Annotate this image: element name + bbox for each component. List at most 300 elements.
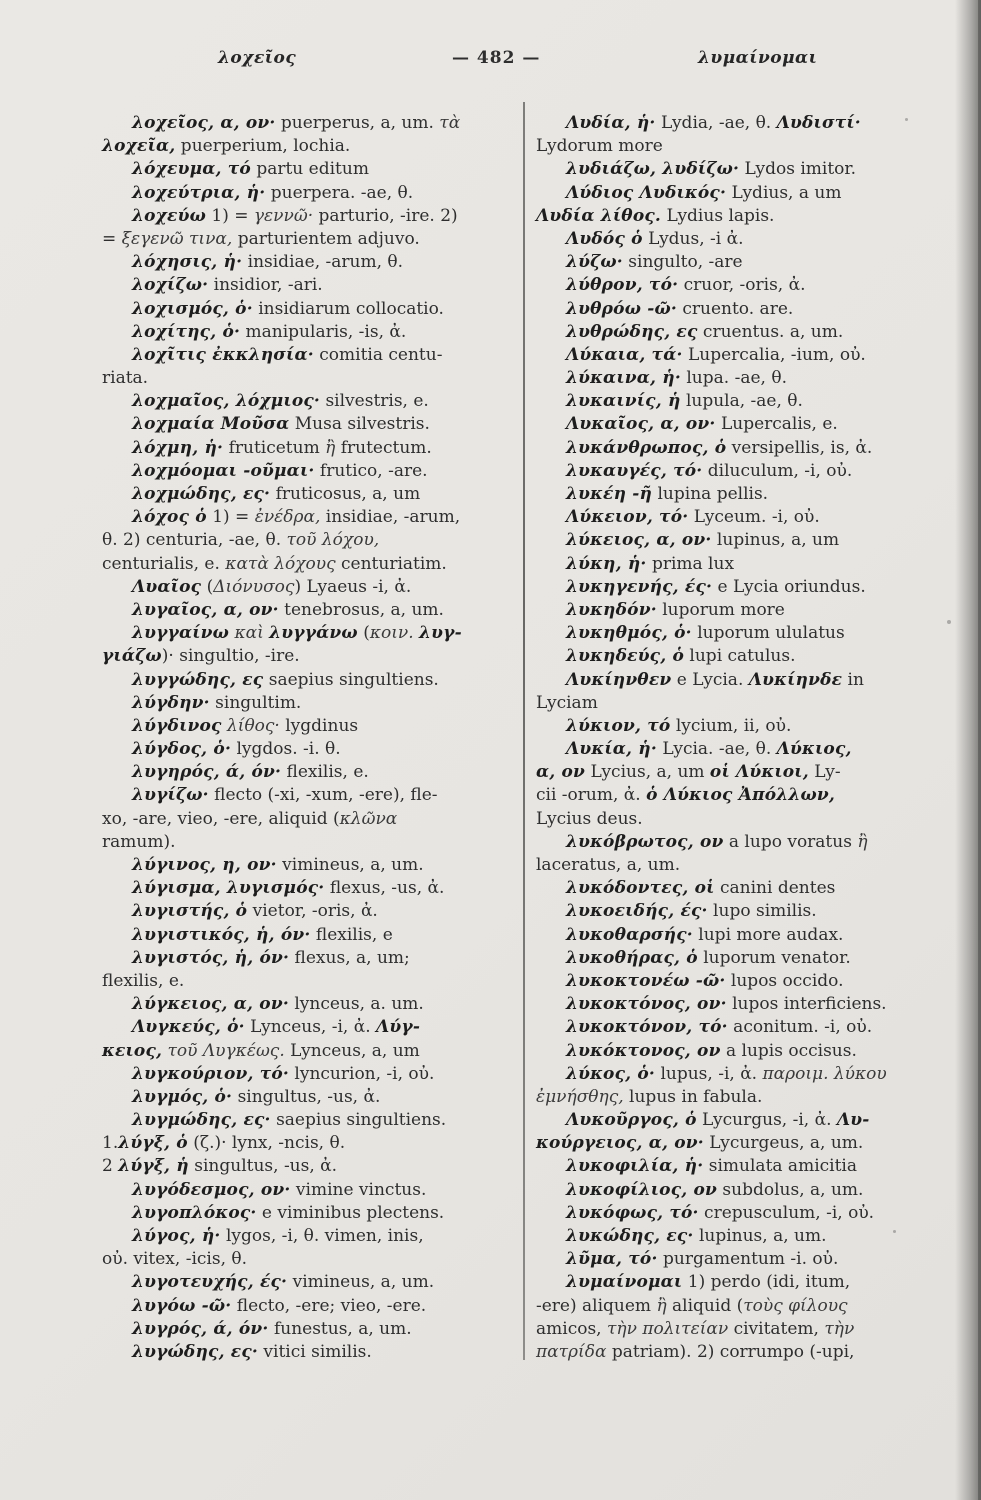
- latin-text: lupi catulus.: [684, 646, 796, 667]
- latin-text: cruor, -oris, ἀ.: [678, 275, 806, 296]
- greek-headword: λυθρόω -ῶ·: [566, 298, 677, 319]
- latin-text: saepius singultiens.: [270, 1110, 447, 1131]
- entry-line: [102, 599, 520, 622]
- greek-headword: λυγρός, ά, όν·: [132, 1318, 269, 1339]
- greek-headword: λυκοθήρας, ὁ: [566, 947, 698, 968]
- greek-headword: λυγόω -ῶ·: [132, 1295, 232, 1316]
- latin-text: patriam). 2) corrumpo (-upi,: [606, 1341, 855, 1362]
- entry-line: [536, 1109, 964, 1132]
- greek-headword: Λυ-: [836, 1110, 870, 1131]
- greek-headword: λυκώδης, ες·: [566, 1226, 694, 1246]
- entry-line: [536, 321, 964, 344]
- latin-text: Lupercalia, -ium, οὐ.: [682, 344, 866, 365]
- entry-line: [536, 1086, 964, 1109]
- greek-headword: λυγηρός, ά, όν·: [132, 762, 282, 783]
- greek-headword: λοχίτης, ὁ·: [132, 321, 241, 342]
- greek-headword: λυκηδόν·: [566, 599, 657, 620]
- latin-text: tenebrosus, a, um.: [278, 599, 444, 620]
- latin-text: comitia centu-: [313, 344, 443, 365]
- greek-inline: παροιμ. λύκου: [762, 1063, 887, 1084]
- greek-inline: ἢ: [325, 437, 336, 458]
- entry-line: [536, 437, 964, 460]
- greek-headword: Λυγκεύς, ὁ·: [132, 1017, 245, 1038]
- greek-headword: λοχεῖος, α, ον·: [132, 113, 276, 133]
- entry-line: [102, 1341, 520, 1364]
- greek-headword: λύκη, ἡ·: [566, 553, 647, 574]
- latin-text: simulata amicitia: [703, 1156, 857, 1177]
- latin-text: insidiae, -arum,: [320, 507, 461, 528]
- entry-line: [102, 367, 520, 390]
- greek-headword: λυκοκτόνον, τό·: [566, 1017, 728, 1038]
- entry-line: [102, 622, 520, 645]
- greek-headword: λυγ-: [419, 623, 462, 644]
- greek-headword: λύγδινος: [132, 715, 222, 736]
- entry-line: [536, 1341, 964, 1364]
- greek-headword: λυγγώδης, ες: [132, 669, 264, 690]
- latin-text: fruticosus, a, um: [270, 484, 421, 504]
- latin-text: diluculum, -i, οὐ.: [702, 460, 853, 481]
- greek-headword: λύθρον, τό·: [566, 275, 679, 296]
- latin-text: lynceus, a. um.: [288, 994, 424, 1015]
- latin-text: Musa silvestris.: [289, 414, 430, 435]
- entry-line: [536, 947, 964, 970]
- latin-text: luporum venator.: [697, 947, 851, 968]
- entry-line: [536, 854, 964, 877]
- greek-headword: λυγίζω·: [132, 785, 209, 806]
- greek-inline: Διόνυσος: [213, 576, 295, 597]
- greek-headword: κούργειος, α, ον·: [536, 1133, 704, 1154]
- greek-inline: καὶ: [229, 623, 270, 644]
- greek-headword: λυγοτευχής, ές·: [132, 1272, 288, 1293]
- greek-headword: λυκοειδής, ές·: [566, 901, 708, 922]
- greek-headword: λυκοκτόνος, ον·: [566, 994, 727, 1015]
- header-left-catchword: λοχεῖος: [218, 48, 297, 68]
- greek-headword: λῦμα, τό·: [566, 1249, 658, 1270]
- entry-line: [102, 1132, 520, 1155]
- greek-headword: λοχμόομαι -οῦμαι·: [132, 460, 315, 481]
- latin-text: lupi more audax.: [692, 924, 844, 945]
- entry-line: [102, 112, 520, 135]
- greek-headword: λυγιστικός, ἡ, όν·: [132, 924, 311, 945]
- entry-line: [102, 1295, 520, 1318]
- latin-text: Ly-: [808, 762, 841, 783]
- latin-text: Lyceum. -i, οὐ.: [688, 507, 820, 528]
- entry-line: [536, 182, 964, 205]
- entry-line: [536, 1179, 964, 1202]
- entry-line: [102, 460, 520, 483]
- latin-text: lygdos. -i. θ.: [231, 739, 341, 760]
- greek-headword: λυδιάζω, λυδίζω·: [566, 159, 740, 180]
- greek-headword: λυγμός, ὁ·: [132, 1086, 233, 1107]
- latin-text: Lycurgus, -i, ἀ.: [696, 1110, 837, 1131]
- latin-text: aconitum. -i, οὐ.: [727, 1017, 873, 1038]
- latin-text: aliquid (: [666, 1295, 744, 1316]
- entry-line: [536, 1271, 964, 1294]
- latin-text: Lynceus, a, um: [284, 1040, 420, 1061]
- greek-headword: λυκηδεύς, ὁ: [566, 646, 685, 667]
- latin-text: singultus, -us, ἀ.: [232, 1086, 381, 1107]
- entry-line: [102, 413, 520, 436]
- entry-line: [536, 274, 964, 297]
- dictionary-column-left: [102, 112, 520, 1364]
- entry-line: [102, 1202, 520, 1225]
- greek-headword: Λυκοῦργος, ὁ: [566, 1110, 697, 1131]
- greek-headword: λύγος, ἡ·: [132, 1226, 221, 1246]
- entry-line: [536, 460, 964, 483]
- latin-text: Lydius lapis.: [661, 205, 775, 226]
- entry-line: [536, 808, 964, 831]
- latin-text: vimine vinctus.: [290, 1179, 427, 1200]
- latin-text: -ere) aliquem: [536, 1295, 657, 1316]
- running-header: [0, 48, 981, 74]
- greek-headword: λυκηθμός, ὁ·: [566, 623, 692, 644]
- latin-text: flexus, a, um;: [289, 947, 410, 968]
- greek-headword: λόχησις, ἡ·: [132, 252, 243, 273]
- entry-line: [102, 761, 520, 784]
- entry-line: [536, 1248, 964, 1271]
- entry-line: [102, 947, 520, 970]
- entry-line: [102, 738, 520, 761]
- entry-line: [102, 1225, 520, 1248]
- entry-line: [536, 692, 964, 715]
- entry-line: [536, 576, 964, 599]
- greek-headword: Λυκίηνθεν: [566, 669, 672, 690]
- greek-inline: ξεγενῶ τινα,: [121, 228, 233, 249]
- entry-line: [536, 205, 964, 228]
- latin-text: cruentus. a, um.: [697, 321, 844, 342]
- latin-text: flexus, -us, ἀ.: [324, 878, 445, 899]
- latin-text: singulto, -are: [622, 252, 743, 273]
- entry-line: [102, 344, 520, 367]
- latin-text: vitici similis.: [258, 1341, 372, 1362]
- latin-text: crepusculum, -i, οὐ.: [698, 1202, 875, 1223]
- latin-text: e Lycia oriundus.: [712, 576, 866, 597]
- entry-line: [102, 1179, 520, 1202]
- scan-speck: [947, 620, 951, 624]
- latin-text: 1.: [102, 1133, 119, 1154]
- latin-text: a lupis occisus.: [720, 1040, 857, 1061]
- latin-text: amicos,: [536, 1318, 607, 1339]
- greek-inline: τοὺς φίλους: [743, 1295, 848, 1316]
- entry-line: [536, 1063, 964, 1086]
- latin-text: e Lycia.: [671, 669, 749, 690]
- greek-inline: τοῦ Λυγκέως.: [162, 1040, 285, 1061]
- greek-headword: λύγδην·: [132, 692, 210, 713]
- entry-line: [536, 112, 964, 135]
- latin-text: lupos occido.: [725, 970, 844, 991]
- greek-headword: λύκειος, α, ον·: [566, 530, 712, 551]
- latin-text: θ. 2) centuria, -ae, θ.: [102, 530, 287, 551]
- greek-headword: λυκέη -ῆ: [566, 484, 653, 504]
- greek-headword: λύγξ, ὁ: [118, 1133, 188, 1154]
- greek-headword: λυγόδεσμος, ον·: [132, 1179, 291, 1200]
- latin-text: Lycius, a, um: [585, 762, 710, 783]
- latin-text: flexilis, e.: [102, 970, 185, 991]
- entry-line: [102, 321, 520, 344]
- greek-headword: λύγισμα, λυγισμός·: [132, 878, 325, 899]
- latin-text: parturientem adjuvo.: [232, 228, 420, 249]
- latin-text: versipellis, is, ἀ.: [726, 437, 873, 458]
- entry-line: [102, 831, 520, 854]
- greek-headword: λυγοπλόκος·: [132, 1202, 257, 1223]
- entry-line: [102, 669, 520, 692]
- greek-headword: λοχμαῖος, λόχμιος·: [132, 391, 321, 412]
- latin-text: frutico, -are.: [314, 460, 428, 481]
- greek-headword: λόχευμα, τό: [132, 159, 251, 180]
- latin-text: puerpera. -ae, θ.: [265, 182, 414, 203]
- entry-line: [536, 715, 964, 738]
- latin-text: 1) =: [205, 205, 254, 226]
- entry-line: [102, 1109, 520, 1132]
- latin-text: insidior, -ari.: [208, 275, 323, 296]
- entry-line: [536, 1132, 964, 1155]
- latin-text: Lynceus, -i, ἀ.: [244, 1017, 377, 1038]
- entry-line: [536, 390, 964, 413]
- entry-line: [102, 1271, 520, 1294]
- entry-line: [536, 483, 964, 506]
- greek-headword: λύγξ, ἡ: [118, 1156, 189, 1177]
- greek-inline: τὴν πολιτείαν: [606, 1318, 729, 1339]
- latin-text: Lycurgeus, a, um.: [703, 1133, 864, 1154]
- greek-inline: γεννῶ·: [253, 205, 314, 226]
- greek-headword: λυκόδοντες, οἱ: [566, 878, 715, 899]
- header-right-catchword: λυμαίνομαι: [698, 48, 818, 68]
- latin-text: lupinus, a, um: [711, 530, 840, 551]
- greek-headword: λοχμαία Μοῦσα: [132, 414, 290, 435]
- latin-text: lupula, -ae, θ.: [680, 391, 803, 412]
- greek-headword: λύκαινα, ἡ·: [566, 368, 681, 389]
- greek-headword: λοχισμός, ὁ·: [132, 298, 253, 319]
- entry-line: [102, 529, 520, 552]
- greek-headword: λύγινος, η, ον·: [132, 855, 277, 875]
- latin-text: manipularis, -is, ἀ.: [240, 321, 407, 342]
- latin-text: lupus in fabula.: [623, 1086, 763, 1107]
- entry-line: [102, 645, 520, 668]
- greek-headword: λυκοφίλιος, ον: [566, 1179, 718, 1200]
- greek-headword: λυγώδης, ες·: [132, 1341, 259, 1362]
- greek-inline: ἢ: [857, 831, 868, 852]
- latin-text: insidiarum collocatio.: [252, 298, 444, 319]
- greek-inline: ἐνέδρα,: [254, 507, 321, 528]
- latin-text: puerperus, a, um.: [275, 113, 440, 133]
- greek-headword: λοχμώδης, ες·: [132, 484, 271, 504]
- greek-headword: α, ον: [536, 762, 586, 783]
- latin-text: luporum more: [656, 599, 785, 620]
- latin-text: civitatem,: [728, 1318, 825, 1339]
- latin-text: 1) =: [206, 507, 255, 528]
- latin-text: flexilis, e.: [281, 762, 369, 783]
- greek-headword: λυκαυγές, τό·: [566, 460, 703, 481]
- latin-text: silvestris, e.: [320, 391, 429, 412]
- entry-line: [102, 1016, 520, 1039]
- latin-text: (: [201, 576, 214, 597]
- greek-headword: λυκοφιλία, ἡ·: [566, 1156, 704, 1177]
- latin-text: prima lux: [646, 553, 735, 574]
- latin-text: flexilis, e: [310, 924, 393, 945]
- entry-line: [102, 924, 520, 947]
- latin-text: puerperium, lochia.: [175, 136, 351, 157]
- greek-headword: λύκος, ὁ·: [566, 1063, 656, 1084]
- greek-headword: γιάζω: [102, 646, 162, 667]
- latin-text: canini dentes: [714, 878, 836, 899]
- latin-text: Lyciam: [536, 692, 598, 713]
- greek-headword: λύκιον, τό: [566, 715, 671, 736]
- greek-headword: Λυδός ὁ: [566, 228, 643, 249]
- latin-text: lupinus, a, um.: [693, 1226, 827, 1246]
- latin-text: a lupo voratus: [723, 831, 858, 852]
- latin-text: ramum).: [102, 831, 176, 852]
- greek-headword: λυκάνθρωπος, ὁ: [566, 437, 727, 458]
- entry-line: [102, 900, 520, 923]
- greek-inline: κατὰ λόχους: [225, 553, 336, 574]
- greek-headword: Λυδία λίθος.: [536, 205, 662, 226]
- latin-text: fruticetum: [223, 437, 326, 458]
- greek-inline: ἐμνήσθης,: [536, 1086, 624, 1107]
- greek-headword: λοχεύω: [132, 205, 206, 226]
- entry-line: [102, 877, 520, 900]
- latin-text: =: [102, 228, 122, 249]
- entry-line: [536, 506, 964, 529]
- entry-line: [536, 251, 964, 274]
- latin-text: Lydius, a um: [726, 182, 842, 203]
- latin-text: lupa. -ae, θ.: [680, 368, 787, 389]
- entry-line: [536, 298, 964, 321]
- entry-line: [102, 576, 520, 599]
- greek-headword: Λύδιος Λυδικός·: [566, 182, 727, 203]
- greek-headword: Λυδιστί·: [776, 113, 861, 133]
- entry-line: [102, 993, 520, 1016]
- entry-line: [102, 854, 520, 877]
- entry-line: [536, 1225, 964, 1248]
- entry-line: [102, 135, 520, 158]
- latin-text: 2: [102, 1156, 119, 1177]
- greek-headword: λυκοκτονέω -ῶ·: [566, 970, 726, 991]
- greek-headword: λυγιστός, ἡ, όν·: [132, 947, 290, 968]
- latin-text: (ζ.)· lynx, -ncis, θ.: [187, 1133, 346, 1154]
- latin-text: funestus, a, um.: [268, 1318, 412, 1339]
- page-number: — 482 —: [452, 48, 541, 68]
- entry-line: [536, 1295, 964, 1318]
- entry-line: [536, 993, 964, 1016]
- entry-line: [102, 808, 520, 831]
- latin-text: Lydia, -ae, θ.: [655, 113, 777, 133]
- latin-text: Lycius deus.: [536, 808, 643, 829]
- greek-headword: λυκόφως, τό·: [566, 1202, 699, 1223]
- entry-line: [102, 506, 520, 529]
- entry-line: [536, 529, 964, 552]
- greek-headword: λυγγάνω: [269, 623, 358, 644]
- latin-text: xo, -are, vieo, -ere, aliquid (: [102, 808, 340, 829]
- latin-text: lupina pellis.: [652, 484, 769, 504]
- greek-headword: λυθρώδης, ες: [566, 321, 698, 342]
- greek-inline: ἢ: [656, 1295, 667, 1316]
- dictionary-column-right: [536, 112, 964, 1364]
- latin-text: Lydorum more: [536, 136, 663, 157]
- latin-text: 1) perdo (idi, itum,: [682, 1272, 851, 1293]
- entry-line: [536, 1155, 964, 1178]
- latin-text: frutectum.: [335, 437, 432, 458]
- entry-line: [102, 715, 520, 738]
- greek-headword: λυγκούριον, τό·: [132, 1063, 290, 1084]
- entry-line: [536, 1202, 964, 1225]
- entry-line: [536, 669, 964, 692]
- latin-text: e viminibus plectens.: [256, 1202, 445, 1223]
- latin-text: οὐ. vitex, -icis, θ.: [102, 1249, 248, 1270]
- entry-line: [102, 1318, 520, 1341]
- greek-headword: οἱ Λύκιοι,: [709, 762, 809, 783]
- entry-line: [536, 1318, 964, 1341]
- greek-headword: λυμαίνομαι: [566, 1272, 683, 1293]
- greek-inline: κλῶνα: [339, 808, 398, 829]
- latin-text: (: [357, 623, 370, 644]
- column-divider-rule: [523, 102, 525, 1360]
- greek-headword: λύγδος, ὁ·: [132, 739, 232, 760]
- latin-text: lygdinus: [279, 715, 359, 736]
- latin-text: partu editum: [250, 159, 369, 180]
- latin-text: parturio, -ire. 2): [313, 205, 458, 226]
- entry-line: [536, 900, 964, 923]
- entry-line: [102, 970, 520, 993]
- latin-text: flecto (-xi, -xum, -ere), fle-: [208, 785, 438, 806]
- greek-headword: Λυδία, ἡ·: [566, 113, 656, 133]
- greek-inline: τὰ: [439, 113, 461, 133]
- entry-line: [102, 483, 520, 506]
- latin-text: ) Lyaeus -i, ἀ.: [294, 576, 412, 597]
- entry-line: [102, 158, 520, 181]
- greek-headword: λύγκειος, α, ον·: [132, 994, 289, 1015]
- entry-line: [536, 344, 964, 367]
- latin-text: Lupercalis, e.: [715, 414, 838, 435]
- entry-line: [536, 1040, 964, 1063]
- latin-text: lycium, ii, οὐ.: [670, 715, 792, 736]
- entry-line: [102, 1063, 520, 1086]
- entry-line: [536, 645, 964, 668]
- latin-text: subdolus, a, um.: [717, 1179, 864, 1200]
- greek-headword: λοχίζω·: [132, 275, 209, 296]
- greek-headword: λυκαινίς, ἡ: [566, 391, 681, 412]
- entry-line: [102, 1155, 520, 1178]
- entry-line: [536, 738, 964, 761]
- entry-line: [536, 831, 964, 854]
- entry-line: [536, 158, 964, 181]
- latin-text: luporum ululatus: [691, 623, 845, 644]
- greek-headword: λοχεύτρια, ἡ·: [132, 182, 266, 203]
- latin-text: lupos interficiens.: [726, 994, 887, 1015]
- entry-line: [102, 251, 520, 274]
- entry-line: [536, 1016, 964, 1039]
- entry-line: [102, 298, 520, 321]
- latin-text: lupo similis.: [707, 901, 817, 922]
- greek-headword: λόχος ὁ: [132, 507, 207, 528]
- entry-line: [536, 761, 964, 784]
- greek-inline: κοιν.: [369, 623, 420, 644]
- greek-headword: λόχμη, ἡ·: [132, 437, 224, 458]
- greek-headword: Λυκαῖος, α, ον·: [566, 414, 716, 435]
- latin-text: vimineus, a, um.: [287, 1272, 435, 1293]
- latin-text: Lycia. -ae, θ.: [656, 739, 777, 760]
- greek-headword: Λύγ-: [376, 1017, 421, 1038]
- entry-line: [102, 784, 520, 807]
- latin-text: vietor, -oris, ἀ.: [247, 901, 378, 922]
- greek-headword: Λυαῖος: [132, 576, 202, 597]
- latin-text: Lydus, -i ἀ.: [642, 228, 744, 249]
- latin-text: )· singultio, -ire.: [161, 646, 300, 667]
- greek-headword: λυκόβρωτος, ον: [566, 831, 724, 852]
- latin-text: centuriatim.: [335, 553, 447, 574]
- latin-text: flecto, -ere; vieo, -ere.: [231, 1295, 427, 1316]
- entry-line: [102, 553, 520, 576]
- entry-line: [536, 970, 964, 993]
